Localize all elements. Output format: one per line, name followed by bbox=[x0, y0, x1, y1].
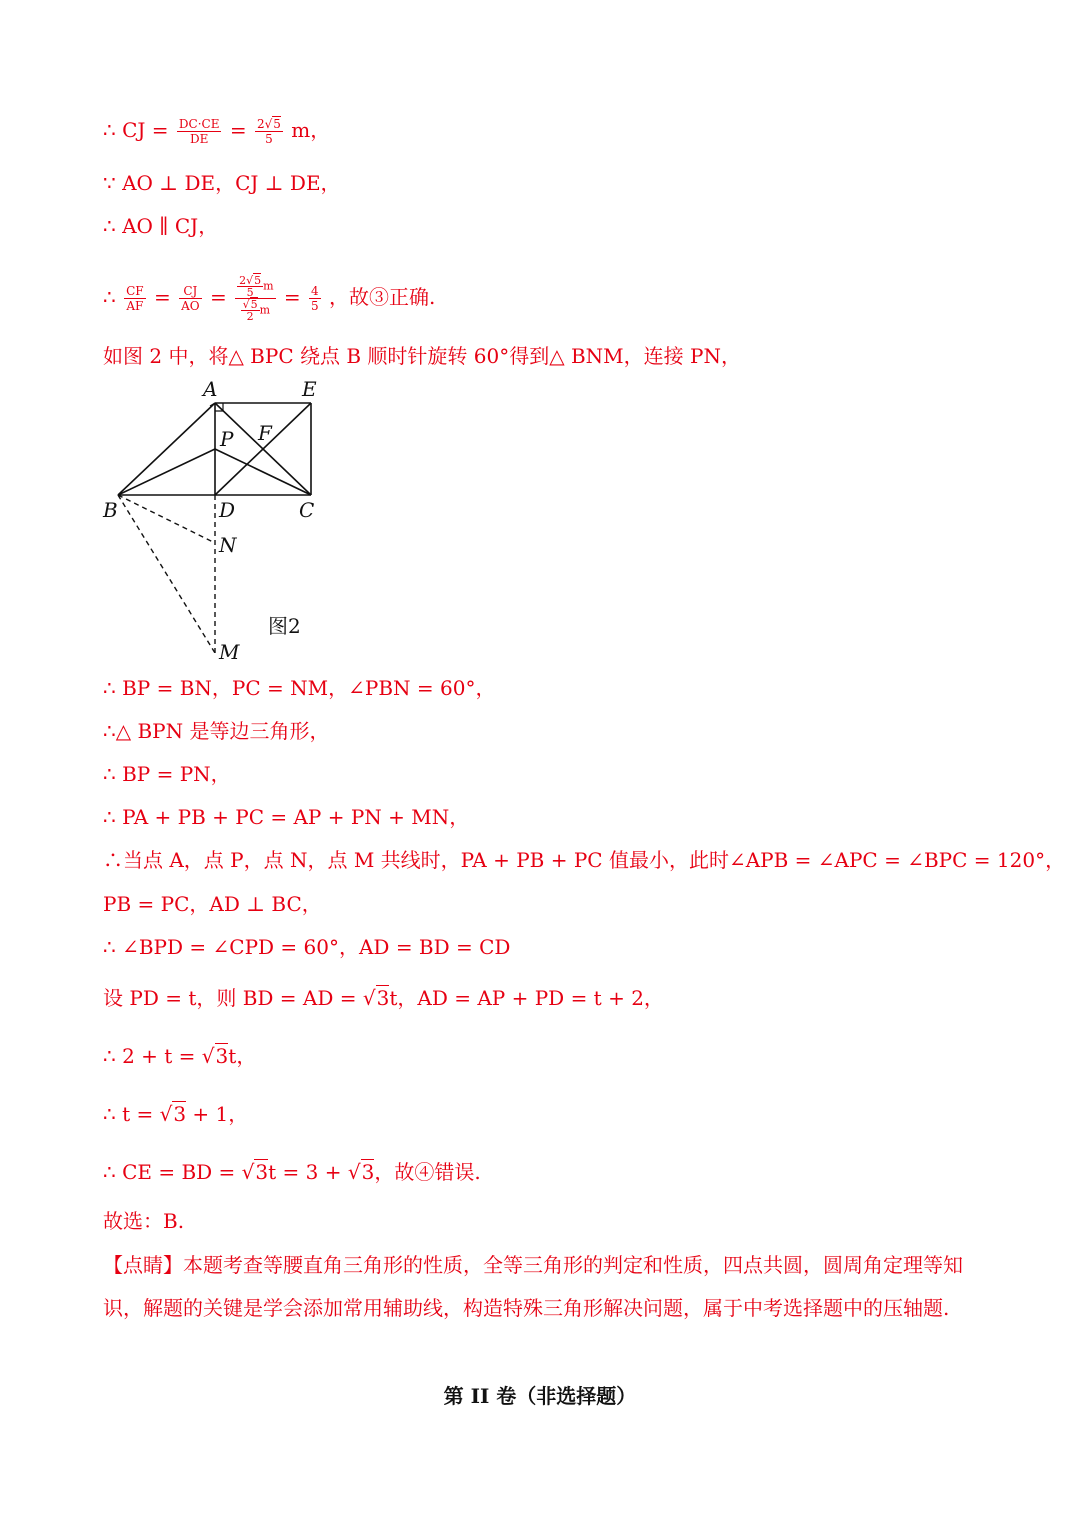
label-f: F bbox=[258, 421, 272, 445]
line-perpendicular: ∵ AO ⊥ DE，CJ ⊥ DE， bbox=[103, 171, 341, 195]
line-parallel: ∴ AO ∥ CJ， bbox=[103, 214, 219, 238]
geometry-figure-2 bbox=[98, 376, 338, 666]
section-title: 第 II 卷（非选择题） bbox=[443, 1384, 637, 1408]
line-ce: ∴ CE = BD = √3t = 3 + √3，故④错误. bbox=[103, 1160, 481, 1184]
line-rotation: 如图 2 中，将△ BPC 绕点 B 顺时针旋转 60°得到△ BNM，连接 PN， bbox=[103, 344, 741, 368]
line-pb-pc: PB = PC，AD ⊥ BC， bbox=[103, 892, 322, 916]
line-set-pd: 设 PD = t，则 BD = AD = √3t，AD = AP + PD = t + 2， bbox=[103, 986, 664, 1010]
line-equilateral: ∴△ BPN 是等边三角形， bbox=[103, 719, 330, 743]
fraction-cf-af: $\frac{CF}{AF}$ bbox=[126, 284, 144, 313]
line-bp-bn: ∴ BP = BN，PC = NM，∠PBN = 60°， bbox=[103, 676, 496, 700]
fraction-cj-ao: $\frac{CJ}{AO}$ bbox=[181, 284, 200, 313]
label-e: E bbox=[302, 377, 317, 401]
segment-pc bbox=[215, 449, 311, 495]
fraction-2root5-5: $\frac{2√5}{5}$ bbox=[256, 117, 281, 146]
label-m: M bbox=[219, 640, 240, 664]
segment-bm-dashed bbox=[118, 495, 215, 653]
line-angles: ∴ ∠BPD = ∠CPD = 60°，AD = BD = CD bbox=[103, 935, 511, 959]
label-b: B bbox=[103, 498, 118, 522]
label-a: A bbox=[203, 377, 218, 401]
label-c: C bbox=[299, 498, 315, 522]
segment-bp bbox=[118, 449, 215, 495]
line-solve-t: ∴ t = √3 + 1， bbox=[103, 1102, 249, 1126]
answer-choice: 故选：B. bbox=[103, 1209, 185, 1233]
commentary bbox=[103, 1244, 983, 1330]
fraction-dcce-de: $\frac{DC\cdot CE}{DE}$ bbox=[178, 117, 220, 146]
commentary-text: 本题考查等腰直角三角形的性质，全等三角形的判定和性质，四点共圆，圆周角定理等知识，解题的关键是学会添加常用辅助线，构造特殊三角形解决问题，属于中考选择题中的压轴题. bbox=[103, 1253, 963, 1320]
fraction-4-5: $\frac{4}{5}$ bbox=[311, 284, 319, 313]
figure-caption: 图2 bbox=[268, 614, 301, 638]
line-bp-pn: ∴ BP = PN， bbox=[103, 762, 231, 786]
line-collinear: ∴当点 A，点 P，点 N，点 M 共线时，PA + PB + PC 值最小，此时∠APB = ∠APC = ∠BPC = 120°， bbox=[103, 848, 1066, 872]
label-n: N bbox=[219, 533, 237, 557]
label-d: D bbox=[219, 498, 236, 522]
commentary-tag: 【点睛】 bbox=[103, 1253, 183, 1277]
line-sum: ∴ PA + PB + PC = AP + PN + MN， bbox=[103, 805, 470, 829]
fraction-compound: $\frac{2√5}{5}$ m $\frac{√5}{2}$ m bbox=[235, 275, 275, 322]
line-cj: ∴ CJ = $\frac{DC\cdot CE}{DE}$ = $\frac{2√5}{5}$ m， bbox=[103, 117, 331, 146]
line-equation: ∴ 2 + t = √3t， bbox=[103, 1044, 257, 1068]
label-p: P bbox=[220, 427, 234, 451]
line-ratio: ∴ $\frac{CF}{AF}$ = $\frac{CJ}{AO}$ = $\frac{2√5}{5}$ m $\frac{√5}{2}$ m = $\frac{4}{5}$ ，故③正确. bbox=[103, 274, 436, 323]
segment-ab bbox=[118, 403, 215, 495]
